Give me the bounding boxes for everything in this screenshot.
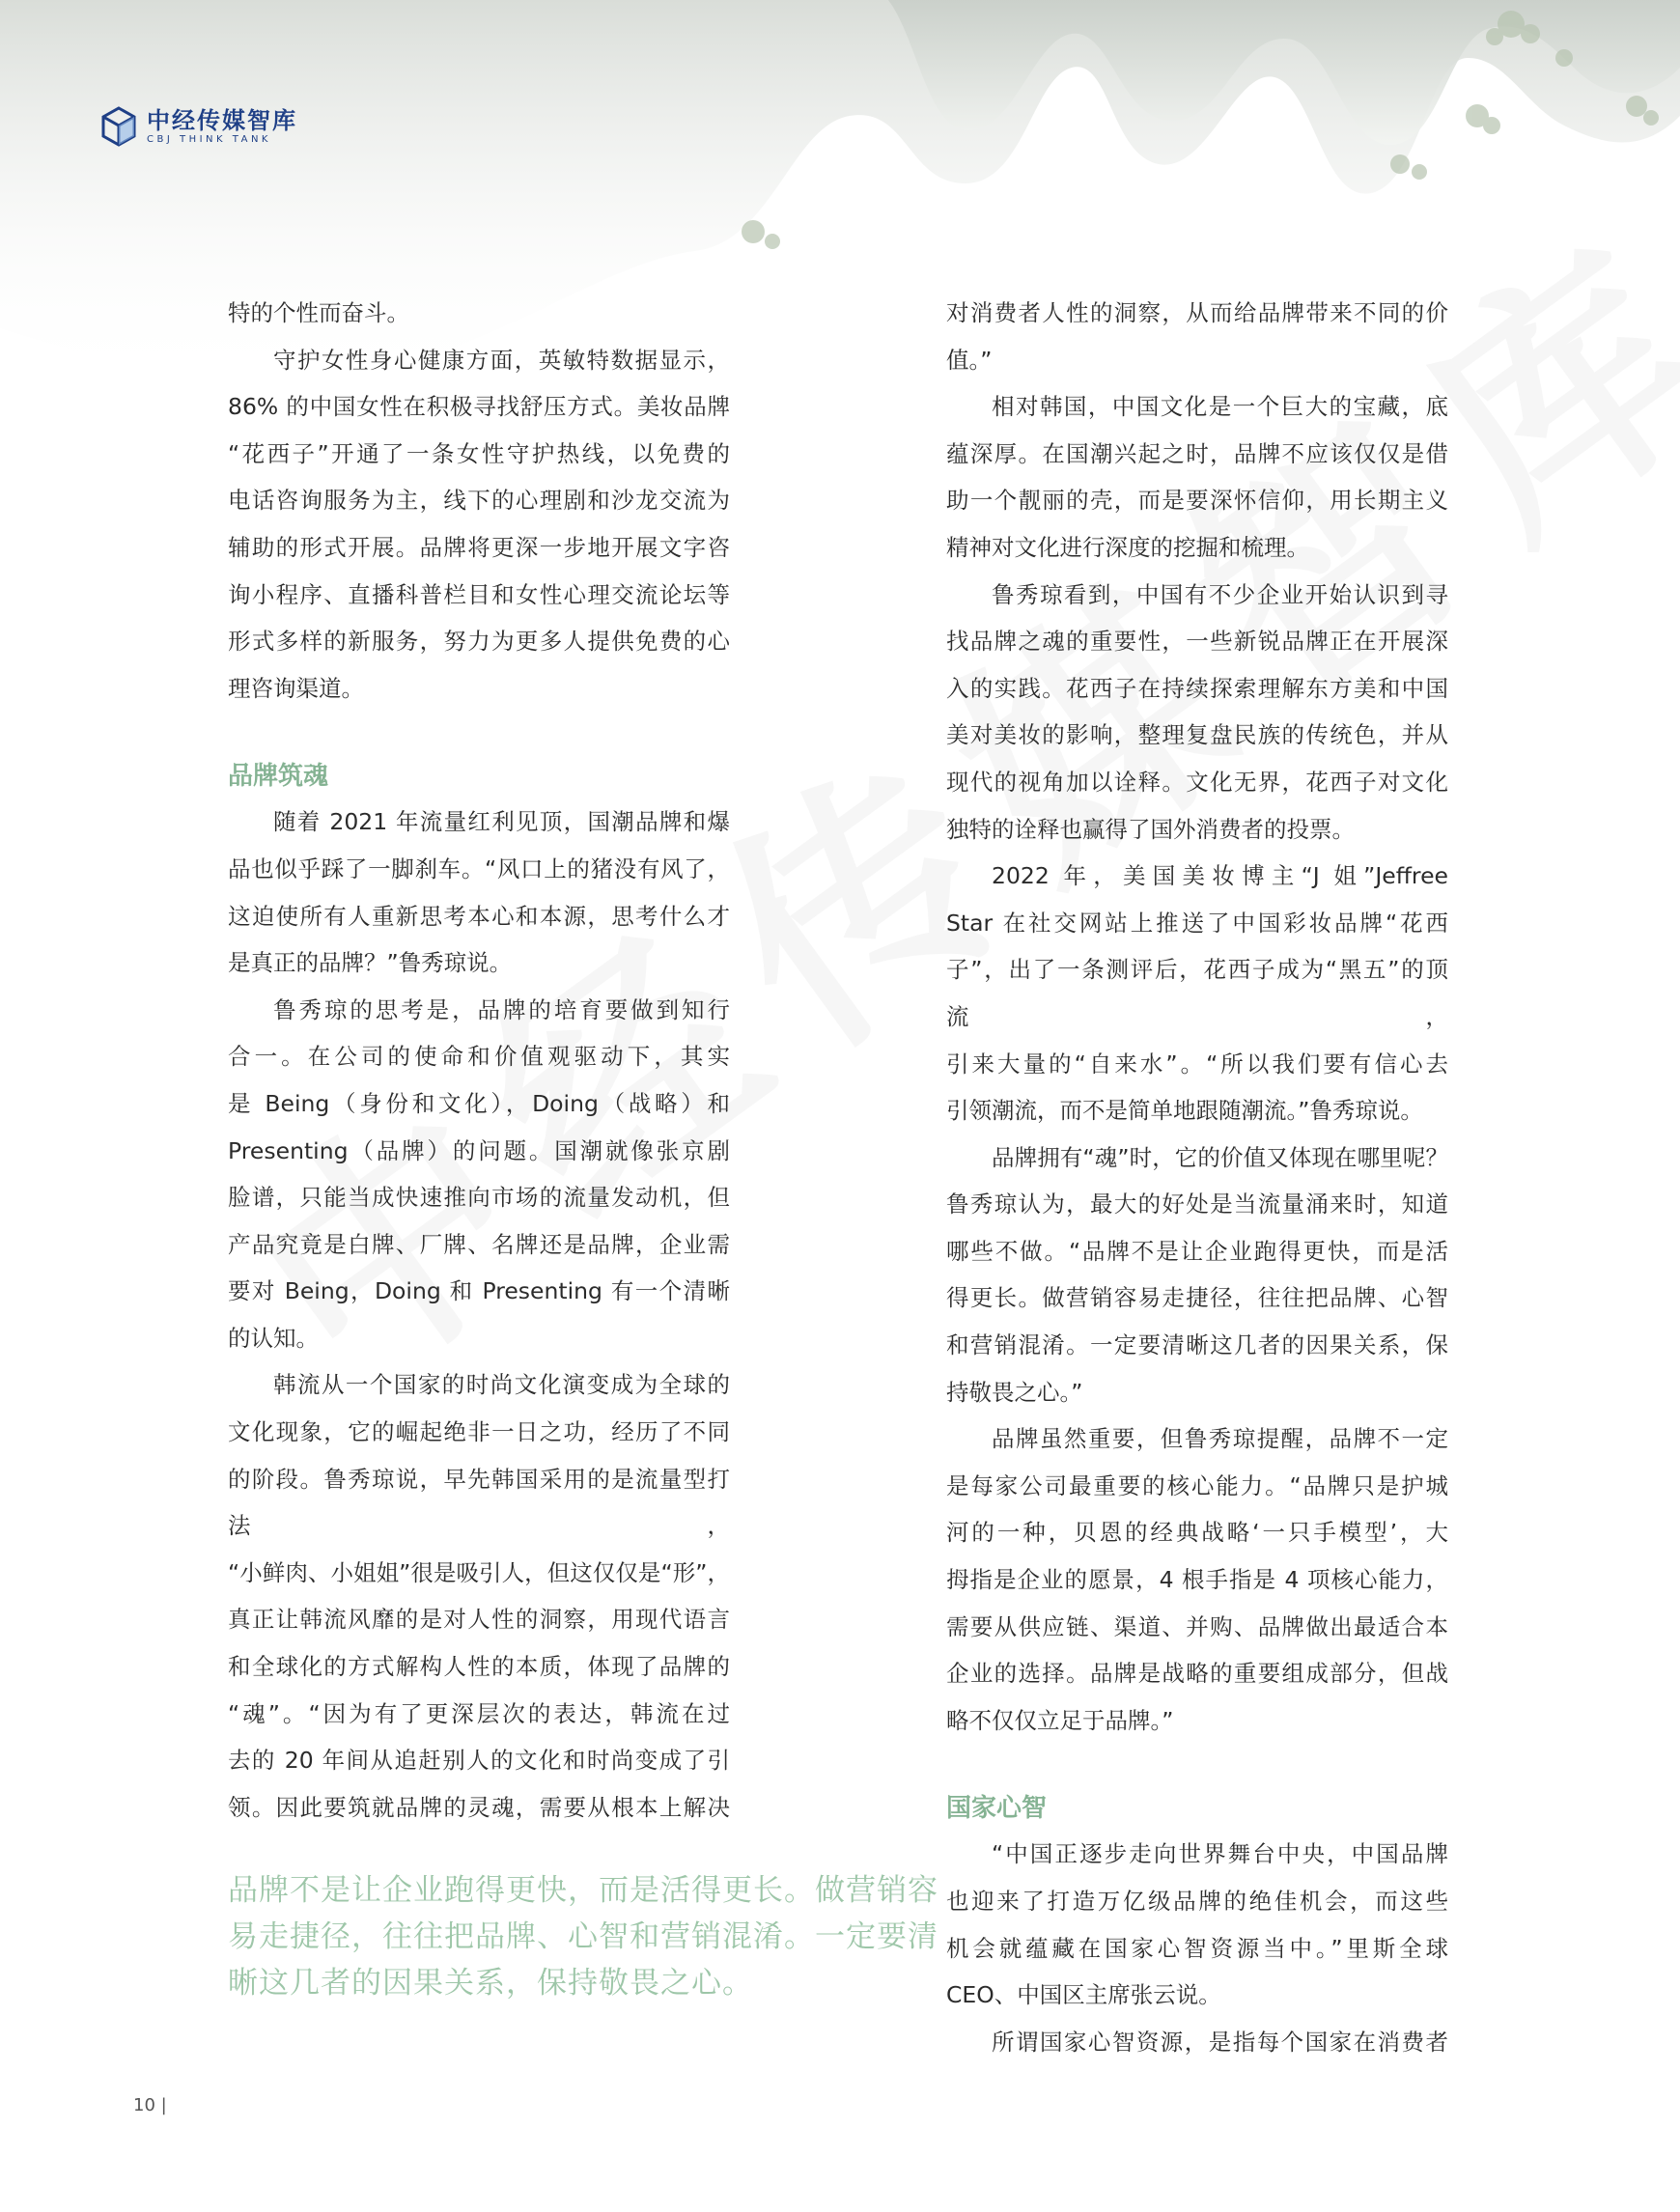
text-line: 值。” xyxy=(946,346,993,374)
text-line: 也迎来了打造万亿级品牌的绝佳机会，而这些 xyxy=(946,1888,1448,1915)
text-line: 所谓国家心智资源，是指每个国家在消费者 xyxy=(992,2028,1448,2056)
text-line: 询小程序、直播科普栏目和女性心理交流论坛等 xyxy=(228,580,730,608)
text-line: 略不仅仅立足于品牌。” xyxy=(946,1706,1174,1734)
left-column xyxy=(228,290,730,1831)
text-line: 和营销混淆。一定要清晰这几者的因果关系，保 xyxy=(946,1331,1448,1359)
text-line: 随着 2021 年流量红利见顶，国潮品牌和爆 xyxy=(273,808,730,836)
text-line: 是 Being（身份和文化），Doing（战略）和 xyxy=(228,1089,730,1117)
text-line: 对消费者人性的洞察，从而给品牌带来不同的价 xyxy=(946,299,1448,326)
text-line: 这迫使所有人重新思考本心和本源，思考什么才 xyxy=(228,902,730,930)
text-line: 机会就蕴藏在国家心智资源当中。”里斯全球 xyxy=(946,1934,1448,1962)
text-line: “小鲜肉、小姐姐”很是吸引人，但这仅仅是“形”， xyxy=(228,1558,730,1586)
text-line: 脸谱，只能当成快速推向市场的流量发动机，但 xyxy=(228,1184,730,1212)
text-line: Star 在社交网站上推送了中国彩妆品牌“花西 xyxy=(946,909,1448,937)
text-line: 河的一种，贝恩的经典战略‘一只手模型’，大 xyxy=(946,1519,1448,1547)
text-line: 子”，出了一条测评后，花西子成为“黑五”的顶流， xyxy=(946,956,1448,1030)
text-line: 美对美妆的影响，整理复盘民族的传统色，并从 xyxy=(946,721,1448,749)
text-line: “中国正逐步走向世界舞台中央，中国品牌 xyxy=(992,1840,1448,1868)
text-line: 去的 20 年间从追赶别人的文化和时尚变成了引 xyxy=(228,1747,730,1775)
paragraph xyxy=(228,987,730,1362)
text-line: 辅助的形式开展。品牌将更深一步地开展文字咨 xyxy=(228,533,730,561)
text-line: 精神对文化进行深度的挖掘和梳理。 xyxy=(946,533,1309,561)
logo xyxy=(100,106,297,147)
page-number: 10 | xyxy=(133,2095,167,2115)
text-line: 电话咨询服务为主，线下的心理剧和沙龙交流为 xyxy=(228,487,730,515)
pull-quote-line: 品牌不是让企业跑得更快，而是活得更长。做营销容 xyxy=(228,1873,938,1908)
text-line: 真正让韩流风靡的是对人性的洞察，用现代语言 xyxy=(228,1606,730,1634)
text-line: 和全球化的方式解构人性的本质，体现了品牌的 xyxy=(228,1653,730,1681)
text-line: 现代的视角加以诠释。文化无界，花西子对文化 xyxy=(946,768,1448,796)
text-line: 蕴深厚。在国潮兴起之时，品牌不应该仅仅是借 xyxy=(946,439,1448,467)
paragraph xyxy=(228,337,730,713)
text-line: 鲁秀琼的思考是，品牌的培育要做到知行 xyxy=(273,995,730,1023)
text-line: “花西子”开通了一条女性守护热线，以免费的 xyxy=(228,439,730,467)
text-line: Presenting（品牌）的问题。国潮就像张京剧 xyxy=(228,1136,730,1164)
text-line: 是真正的品牌？”鲁秀琼说。 xyxy=(228,949,513,977)
logo-chinese-name: 中经传媒智库 xyxy=(147,107,297,134)
paragraph xyxy=(946,1134,1448,1416)
text-line: 引领潮流，而不是简单地跟随潮流。”鲁秀琼说。 xyxy=(946,1097,1423,1125)
text-line: 品牌拥有“魂”时，它的价值又体现在哪里呢？ xyxy=(992,1143,1448,1171)
paragraph xyxy=(946,572,1448,854)
text-line: 品牌虽然重要，但鲁秀琼提醒，品牌不一定 xyxy=(992,1425,1448,1453)
paragraph xyxy=(946,383,1448,571)
section-heading: 品牌筑魂 xyxy=(228,762,329,792)
text-line: 的阶段。鲁秀琼说，早先韩国采用的是流量型打法， xyxy=(228,1465,730,1540)
right-column xyxy=(946,290,1448,2065)
text-line: 品也似乎踩了一脚刹车。“风口上的猪没有风了， xyxy=(228,854,730,882)
text-line: 独特的诠释也赢得了国外消费者的投票。 xyxy=(946,815,1355,843)
pull-quote xyxy=(228,1867,938,2006)
text-line: 2022 年，美国美妆博主“J 姐”Jeffree xyxy=(992,862,1448,890)
text-line: 要对 Being，Doing 和 Presenting 有一个清晰 xyxy=(228,1277,730,1305)
text-line: 引来大量的“自来水”。“所以我们要有信心去 xyxy=(946,1050,1448,1078)
paragraph xyxy=(228,290,730,337)
text-line: “魂”。“因为有了更深层次的表达，韩流在过 xyxy=(228,1699,730,1727)
paragraph xyxy=(946,1415,1448,1744)
paragraph xyxy=(946,1831,1448,2018)
text-line: 哪些不做。“品牌不是让企业跑得更快，而是活 xyxy=(946,1237,1448,1265)
text-line: 的认知。 xyxy=(228,1324,319,1352)
text-line: 拇指是企业的愿景，4 根手指是 4 项核心能力， xyxy=(946,1566,1448,1594)
text-line: 相对韩国，中国文化是一个巨大的宝藏，底 xyxy=(992,393,1448,421)
text-line: 需要从供应链、渠道、并购、品牌做出最适合本 xyxy=(946,1612,1448,1640)
paragraph xyxy=(946,853,1448,1134)
text-line: 是每家公司最重要的核心能力。“品牌只是护城 xyxy=(946,1471,1448,1499)
text-line: 理咨询渠道。 xyxy=(228,674,364,702)
text-line: 86% 的中国女性在积极寻找舒压方式。美妆品牌 xyxy=(228,393,730,421)
pull-quote-line: 易走捷径，往往把品牌、心智和营销混淆。一定要清 xyxy=(228,1919,938,1954)
text-line: 入的实践。花西子在持续探索理解东方美和中国 xyxy=(946,674,1448,702)
paragraph xyxy=(228,1361,730,1831)
text-line: 企业的选择。品牌是战略的重要组成部分，但战 xyxy=(946,1660,1448,1688)
text-line: 形式多样的新服务，努力为更多人提供免费的心 xyxy=(228,628,730,656)
text-line: 产品究竟是白牌、厂牌、名牌还是品牌，企业需 xyxy=(228,1230,730,1258)
text-line: 合一。在公司的使命和价值观驱动下，其实 xyxy=(228,1043,730,1071)
text-line: 助一个靓丽的壳，而是要深怀信仰，用长期主义 xyxy=(946,487,1448,515)
text-line: 找品牌之魂的重要性，一些新锐品牌正在开展深 xyxy=(946,628,1448,656)
paragraph xyxy=(946,2019,1448,2066)
text-line: CEO、中国区主席张云说。 xyxy=(946,1981,1221,2009)
text-line: 守护女性身心健康方面，英敏特数据显示， xyxy=(273,346,730,374)
logo-english-name: CBJ THINK TANK xyxy=(147,134,271,145)
text-line: 持敬畏之心。” xyxy=(946,1378,1083,1406)
text-line: 领。因此要筑就品牌的灵魂，需要从根本上解决 xyxy=(228,1793,730,1821)
text-line: 文化现象，它的崛起绝非一日之功，经历了不同 xyxy=(228,1418,730,1446)
cube-logo-icon xyxy=(100,106,137,147)
paragraph xyxy=(946,290,1448,383)
text-line: 鲁秀琼看到，中国有不少企业开始认识到寻 xyxy=(992,580,1448,608)
text-line: 鲁秀琼认为，最大的好处是当流量涌来时，知道 xyxy=(946,1190,1448,1218)
text-line: 得更长。做营销容易走捷径，往往把品牌、心智 xyxy=(946,1284,1448,1312)
paragraph xyxy=(228,798,730,986)
pull-quote-line: 晰这几者的因果关系，保持敬畏之心。 xyxy=(228,1966,753,2001)
text-line: 韩流从一个国家的时尚文化演变成为全球的 xyxy=(273,1371,730,1399)
text-line: 特的个性而奋斗。 xyxy=(228,299,409,326)
section-heading: 国家心智 xyxy=(946,1794,1048,1824)
